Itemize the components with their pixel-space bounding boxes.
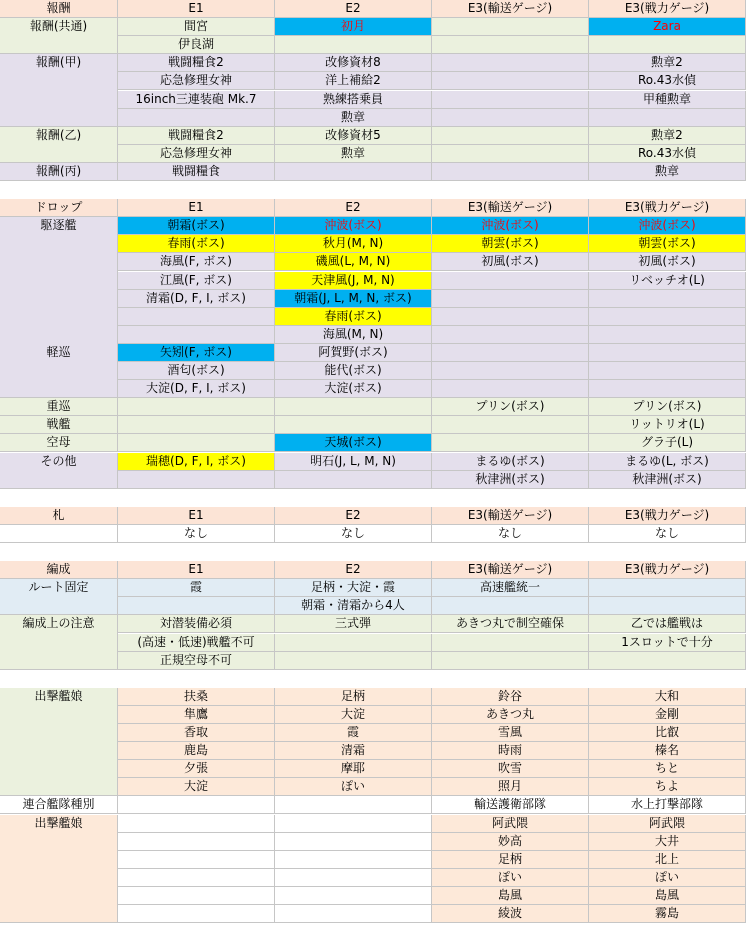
sortie-cell[interactable]: 大淀 [118, 778, 275, 796]
reward-cell[interactable] [432, 91, 589, 109]
drop-cell[interactable]: 朝霜(ボス) [118, 217, 275, 235]
sortie-cell[interactable]: 足柄 [275, 688, 432, 706]
drop-cell[interactable]: グラ子(L) [589, 434, 746, 452]
combined-cell[interactable] [275, 796, 432, 814]
sortie-cell[interactable] [275, 905, 432, 923]
sortie-cell[interactable]: ぽい [432, 869, 589, 887]
drop-cell[interactable] [118, 398, 275, 416]
drop-cell[interactable]: リベッチオ(L) [589, 272, 746, 290]
reward-cell[interactable] [432, 127, 589, 145]
reward-cell[interactable] [432, 72, 589, 90]
sortie-cell[interactable] [118, 905, 275, 923]
drop-cell[interactable]: 阿賀野(ボス) [275, 344, 432, 362]
reward-cell[interactable] [432, 54, 589, 72]
drop-cell[interactable]: 秋月(M, N) [275, 235, 432, 253]
reward-cell[interactable]: 間宮 [118, 18, 275, 36]
drop-cell[interactable]: 清霜(D, F, I, ボス) [118, 290, 275, 308]
combined-cell[interactable]: 水上打撃部隊 [589, 796, 746, 814]
column-header-e2[interactable]: E2 [275, 507, 432, 525]
drop-cell[interactable] [118, 308, 275, 326]
reward-cell[interactable]: 応急修理女神 [118, 72, 275, 90]
row-label[interactable]: 戦艦 [0, 416, 118, 434]
drop-cell[interactable]: 秋津洲(ボス) [589, 471, 746, 489]
sortie-cell[interactable]: 大和 [589, 688, 746, 706]
fuda-cell[interactable]: なし [275, 525, 432, 543]
column-header-e3-combat[interactable]: E3(戦力ゲージ) [589, 0, 746, 18]
column-header-e3-transport[interactable]: E3(輸送ゲージ) [432, 507, 589, 525]
column-header-e3-transport[interactable]: E3(輸送ゲージ) [432, 0, 589, 18]
row-label[interactable]: 連合艦隊種別 [0, 796, 118, 814]
sortie-cell[interactable] [275, 851, 432, 869]
sortie-cell[interactable]: 島風 [432, 887, 589, 905]
drop-cell[interactable]: プリン(ボス) [432, 398, 589, 416]
hensei-cell[interactable]: 正規空母不可 [118, 652, 275, 670]
drop-cell[interactable]: 酒匂(ボス) [118, 362, 275, 380]
drop-cell[interactable]: 明石(J, L, M, N) [275, 453, 432, 471]
drop-cell[interactable] [118, 326, 275, 344]
drop-cell[interactable]: 大淀(ボス) [275, 380, 432, 398]
drop-cell[interactable] [432, 290, 589, 308]
reward-cell[interactable] [275, 36, 432, 54]
row-label[interactable]: 出撃艦娘 [0, 688, 118, 797]
reward-cell[interactable]: Ro.43水偵 [589, 145, 746, 163]
sortie-cell[interactable]: あきつ丸 [432, 706, 589, 724]
drop-cell[interactable] [589, 326, 746, 344]
column-header-e2[interactable]: E2 [275, 561, 432, 579]
drop-cell[interactable]: 朝雲(ボス) [432, 235, 589, 253]
drop-cell[interactable]: 初風(ボス) [432, 253, 589, 271]
section-header[interactable]: 編成 [0, 561, 118, 579]
drop-cell[interactable] [589, 380, 746, 398]
sortie-cell[interactable]: ちと [589, 760, 746, 778]
column-header-e1[interactable]: E1 [118, 507, 275, 525]
drop-cell[interactable] [432, 272, 589, 290]
sortie-cell[interactable]: 榛名 [589, 742, 746, 760]
reward-cell[interactable]: 勲章 [275, 109, 432, 127]
row-label[interactable]: 報酬(乙) [0, 127, 118, 163]
sortie-cell[interactable]: 大淀 [275, 706, 432, 724]
drop-cell[interactable] [432, 308, 589, 326]
column-header-e1[interactable]: E1 [118, 199, 275, 217]
row-label[interactable]: 空母 [0, 434, 118, 452]
hensei-cell[interactable] [589, 652, 746, 670]
row-label[interactable]: 報酬(甲) [0, 54, 118, 126]
hensei-cell[interactable]: 朝霜・清霜から4人 [275, 597, 432, 615]
reward-cell[interactable] [118, 109, 275, 127]
drop-cell[interactable]: 秋津洲(ボス) [432, 471, 589, 489]
reward-cell[interactable]: 甲種勲章 [589, 91, 746, 109]
reward-cell[interactable]: 熟練搭乗員 [275, 91, 432, 109]
row-label[interactable]: その他 [0, 453, 118, 489]
sortie-cell[interactable]: 綾波 [432, 905, 589, 923]
drop-cell[interactable]: 瑞穂(D, F, I, ボス) [118, 453, 275, 471]
sortie-cell[interactable] [275, 869, 432, 887]
reward-cell[interactable]: 勲章 [275, 145, 432, 163]
section-header[interactable]: ドロップ [0, 199, 118, 217]
reward-cell[interactable]: 伊良湖 [118, 36, 275, 54]
column-header-e3-combat[interactable]: E3(戦力ゲージ) [589, 507, 746, 525]
sortie-cell[interactable]: 霞 [275, 724, 432, 742]
sortie-cell[interactable]: 夕張 [118, 760, 275, 778]
drop-cell[interactable]: 沖波(ボス) [432, 217, 589, 235]
row-label[interactable]: 軽巡 [0, 344, 118, 398]
sortie-cell[interactable]: 清霜 [275, 742, 432, 760]
drop-cell[interactable]: 磯風(L, M, N) [275, 253, 432, 271]
sortie-cell[interactable]: 雪風 [432, 724, 589, 742]
drop-cell[interactable]: 大淀(D, F, I, ボス) [118, 380, 275, 398]
reward-cell[interactable] [432, 36, 589, 54]
drop-cell[interactable]: 朝霜(J, L, M, N, ボス) [275, 290, 432, 308]
row-label[interactable]: 重巡 [0, 398, 118, 416]
section-header[interactable]: 札 [0, 507, 118, 525]
sortie-cell[interactable] [118, 869, 275, 887]
drop-cell[interactable]: まるゆ(L, ボス) [589, 453, 746, 471]
row-label[interactable]: 報酬(丙) [0, 163, 118, 181]
drop-cell[interactable] [432, 362, 589, 380]
hensei-cell[interactable] [432, 597, 589, 615]
column-header-e3-combat[interactable]: E3(戦力ゲージ) [589, 561, 746, 579]
row-label[interactable]: 駆逐艦 [0, 217, 118, 362]
drop-cell[interactable] [589, 290, 746, 308]
drop-cell[interactable] [275, 471, 432, 489]
drop-cell[interactable] [432, 434, 589, 452]
reward-cell[interactable]: 改修資材8 [275, 54, 432, 72]
reward-cell[interactable] [275, 163, 432, 181]
drop-cell[interactable]: 海風(M, N) [275, 326, 432, 344]
reward-cell[interactable]: 初月 [275, 18, 432, 36]
section-header[interactable]: 報酬 [0, 0, 118, 18]
row-label[interactable]: 報酬(共通) [0, 18, 118, 54]
sortie-cell[interactable]: 鹿島 [118, 742, 275, 760]
sortie-cell[interactable]: ぽい [275, 778, 432, 796]
reward-cell[interactable] [432, 109, 589, 127]
sortie-cell[interactable]: 妙高 [432, 833, 589, 851]
drop-cell[interactable]: 沖波(ボス) [589, 217, 746, 235]
hensei-cell[interactable] [589, 579, 746, 597]
drop-cell[interactable]: 天津風(J, M, N) [275, 272, 432, 290]
drop-cell[interactable]: リットリオ(L) [589, 416, 746, 434]
sortie-cell[interactable] [275, 887, 432, 905]
drop-cell[interactable]: 朝雲(ボス) [589, 235, 746, 253]
drop-cell[interactable] [432, 326, 589, 344]
row-label[interactable]: ルート固定 [0, 579, 118, 615]
drop-cell[interactable]: 春雨(ボス) [118, 235, 275, 253]
sortie-cell[interactable]: 阿武隈 [589, 815, 746, 833]
sortie-cell[interactable] [275, 815, 432, 833]
fuda-cell[interactable] [0, 525, 118, 543]
column-header-e1[interactable]: E1 [118, 0, 275, 18]
drop-cell[interactable]: 矢矧(F, ボス) [118, 344, 275, 362]
hensei-cell[interactable]: 霞 [118, 579, 275, 597]
hensei-cell[interactable] [118, 597, 275, 615]
sortie-cell[interactable]: 照月 [432, 778, 589, 796]
fuda-cell[interactable]: なし [118, 525, 275, 543]
hensei-cell[interactable] [432, 652, 589, 670]
sortie-cell[interactable] [118, 815, 275, 833]
reward-cell[interactable]: 応急修理女神 [118, 145, 275, 163]
hensei-cell[interactable]: 乙では艦戦は [589, 615, 746, 633]
drop-cell[interactable] [118, 434, 275, 452]
sortie-cell[interactable] [118, 833, 275, 851]
hensei-cell[interactable]: (高速・低速)戦艦不可 [118, 634, 275, 652]
reward-cell[interactable] [432, 18, 589, 36]
hensei-cell[interactable]: 三式弾 [275, 615, 432, 633]
reward-cell[interactable]: 戦闘糧食2 [118, 127, 275, 145]
hensei-cell[interactable] [589, 597, 746, 615]
hensei-cell[interactable]: 1スロットで十分 [589, 634, 746, 652]
combined-cell[interactable] [118, 796, 275, 814]
drop-cell[interactable] [432, 380, 589, 398]
drop-cell[interactable]: 春雨(ボス) [275, 308, 432, 326]
hensei-cell[interactable]: 足柄・大淀・霞 [275, 579, 432, 597]
drop-cell[interactable] [432, 416, 589, 434]
sortie-cell[interactable]: ぽい [589, 869, 746, 887]
row-label[interactable]: 出撃艦娘 [0, 815, 118, 924]
sortie-cell[interactable]: ちよ [589, 778, 746, 796]
sortie-cell[interactable] [118, 887, 275, 905]
drop-cell[interactable]: 能代(ボス) [275, 362, 432, 380]
reward-cell[interactable]: 洋上補給2 [275, 72, 432, 90]
reward-cell[interactable]: 戦闘糧食 [118, 163, 275, 181]
hensei-cell[interactable]: あきつ丸で制空確保 [432, 615, 589, 633]
column-header-e3-transport[interactable]: E3(輸送ゲージ) [432, 199, 589, 217]
sortie-cell[interactable]: 扶桑 [118, 688, 275, 706]
drop-cell[interactable] [589, 362, 746, 380]
sortie-cell[interactable]: 摩耶 [275, 760, 432, 778]
drop-cell[interactable] [275, 398, 432, 416]
sortie-cell[interactable]: 北上 [589, 851, 746, 869]
reward-cell[interactable]: 16inch三連装砲 Mk.7 [118, 91, 275, 109]
reward-cell[interactable]: Zara [589, 18, 746, 36]
hensei-cell[interactable]: 対潜装備必須 [118, 615, 275, 633]
column-header-e3-transport[interactable]: E3(輸送ゲージ) [432, 561, 589, 579]
reward-cell[interactable]: 改修資材5 [275, 127, 432, 145]
drop-cell[interactable] [589, 344, 746, 362]
drop-cell[interactable]: 沖波(ボス) [275, 217, 432, 235]
hensei-cell[interactable] [275, 652, 432, 670]
sortie-cell[interactable]: 島風 [589, 887, 746, 905]
drop-cell[interactable] [118, 471, 275, 489]
fuda-cell[interactable]: なし [432, 525, 589, 543]
drop-cell[interactable]: 海風(F, ボス) [118, 253, 275, 271]
sortie-cell[interactable]: 大井 [589, 833, 746, 851]
drop-cell[interactable] [589, 308, 746, 326]
row-label[interactable]: 編成上の注意 [0, 615, 118, 669]
sortie-cell[interactable]: 金剛 [589, 706, 746, 724]
sortie-cell[interactable]: 鈴谷 [432, 688, 589, 706]
drop-cell[interactable]: プリン(ボス) [589, 398, 746, 416]
drop-cell[interactable]: 初風(ボス) [589, 253, 746, 271]
reward-cell[interactable]: Ro.43水偵 [589, 72, 746, 90]
fuda-cell[interactable]: なし [589, 525, 746, 543]
drop-cell[interactable]: まるゆ(ボス) [432, 453, 589, 471]
reward-cell[interactable]: 勲章2 [589, 127, 746, 145]
reward-cell[interactable] [432, 163, 589, 181]
sortie-cell[interactable]: 比叡 [589, 724, 746, 742]
reward-cell[interactable] [589, 36, 746, 54]
reward-cell[interactable] [432, 145, 589, 163]
reward-cell[interactable] [589, 109, 746, 127]
sortie-cell[interactable]: 足柄 [432, 851, 589, 869]
drop-cell[interactable] [275, 416, 432, 434]
sortie-cell[interactable]: 吹雪 [432, 760, 589, 778]
sortie-cell[interactable]: 時雨 [432, 742, 589, 760]
column-header-e2[interactable]: E2 [275, 0, 432, 18]
reward-cell[interactable]: 勲章2 [589, 54, 746, 72]
sortie-cell[interactable]: 隼鷹 [118, 706, 275, 724]
column-header-e1[interactable]: E1 [118, 561, 275, 579]
hensei-cell[interactable] [432, 634, 589, 652]
sortie-cell[interactable] [275, 833, 432, 851]
combined-cell[interactable]: 輸送護衛部隊 [432, 796, 589, 814]
reward-cell[interactable]: 戦闘糧食2 [118, 54, 275, 72]
hensei-cell[interactable]: 高速艦統一 [432, 579, 589, 597]
sortie-cell[interactable]: 阿武隈 [432, 815, 589, 833]
reward-cell[interactable]: 勲章 [589, 163, 746, 181]
sortie-cell[interactable]: 香取 [118, 724, 275, 742]
sortie-cell[interactable] [118, 851, 275, 869]
drop-cell[interactable] [118, 416, 275, 434]
drop-cell[interactable] [432, 344, 589, 362]
drop-cell[interactable]: 江風(F, ボス) [118, 272, 275, 290]
hensei-cell[interactable] [275, 634, 432, 652]
column-header-e3-combat[interactable]: E3(戦力ゲージ) [589, 199, 746, 217]
column-header-e2[interactable]: E2 [275, 199, 432, 217]
drop-cell[interactable]: 天城(ボス) [275, 434, 432, 452]
sortie-cell[interactable]: 霧島 [589, 905, 746, 923]
